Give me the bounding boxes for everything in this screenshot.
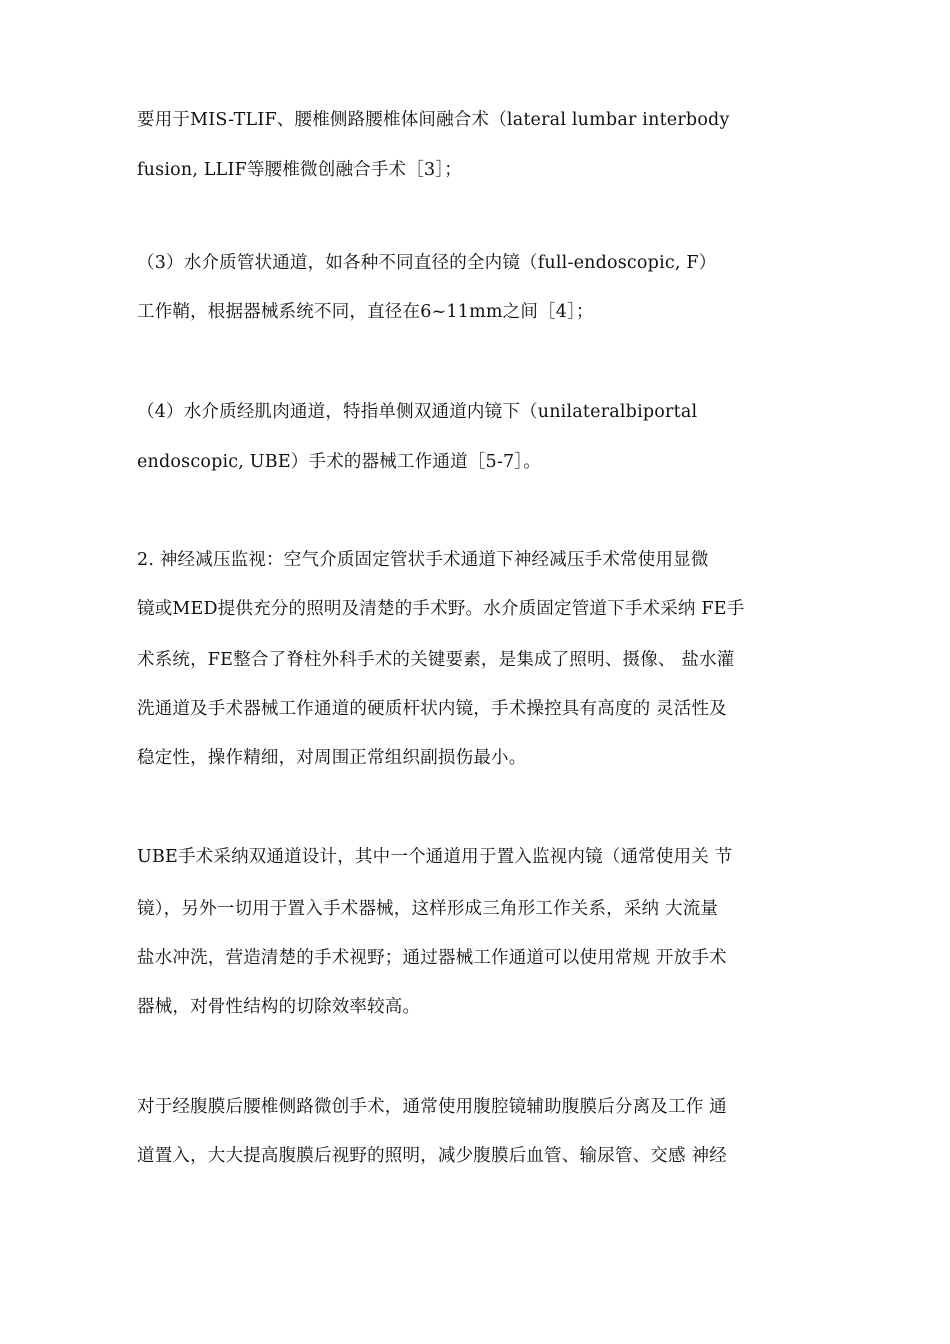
text-line: 器械，对骨性结构的切除效率较高。 [137, 997, 421, 1017]
text-line: fusion, LLIF等腰椎微创融合手术［3］； [137, 160, 462, 180]
text-line: 镜或MED提供充分的照明及清楚的手术野。水介质固定管道下手术采纳 FE手 [137, 599, 745, 619]
text-line: 盐水冲洗，营造清楚的手术视野；通过器械工作通道可以使用常规 开放手术 [137, 948, 727, 968]
text-line: 洗通道及手术器械工作通道的硬质杆状内镜，手术操控具有高度的 灵活性及 [137, 699, 727, 719]
text-line: 镜），另外一切用于置入手术器械，这样形成三角形工作关系，采纳 大流量 [137, 899, 719, 919]
text-line: 稳定性，操作精细，对周围正常组织副损伤最小。 [137, 748, 527, 768]
text-line: 术系统，FE整合了脊柱外科手术的关键要素，是集成了照明、摄像、 盐水灌 [137, 650, 735, 670]
text-line: UBE手术采纳双通道设计，其中一个通道用于置入监视内镜（通常使用关 节 [137, 847, 733, 867]
text-line: 道置入，大大提高腹膜后视野的照明，减少腹膜后血管、输尿管、交感 神经 [137, 1146, 727, 1166]
text-line: 要用于MIS-TLIF、腰椎侧路腰椎体间融合术（lateral lumbar interbody [137, 110, 730, 130]
text-line: 工作鞘，根据器械系统不同，直径在6~11mm之间［4］； [137, 302, 594, 322]
text-line: 2. 神经减压监视：空气介质固定管状手术通道下神经减压手术常使用显微 [137, 550, 709, 570]
text-line: 对于经腹膜后腰椎侧路微创手术，通常使用腹腔镜辅助腹膜后分离及工作 通 [137, 1097, 727, 1117]
text-line: endoscopic, UBE）手术的器械工作通道［5-7］。 [137, 452, 541, 472]
text-line: （3）水介质管状通道，如各种不同直径的全内镜（full-endoscopic, F） [137, 253, 717, 273]
text-line: （4）水介质经肌肉通道，特指单侧双通道内镜下（unilateralbiportal [137, 402, 698, 422]
